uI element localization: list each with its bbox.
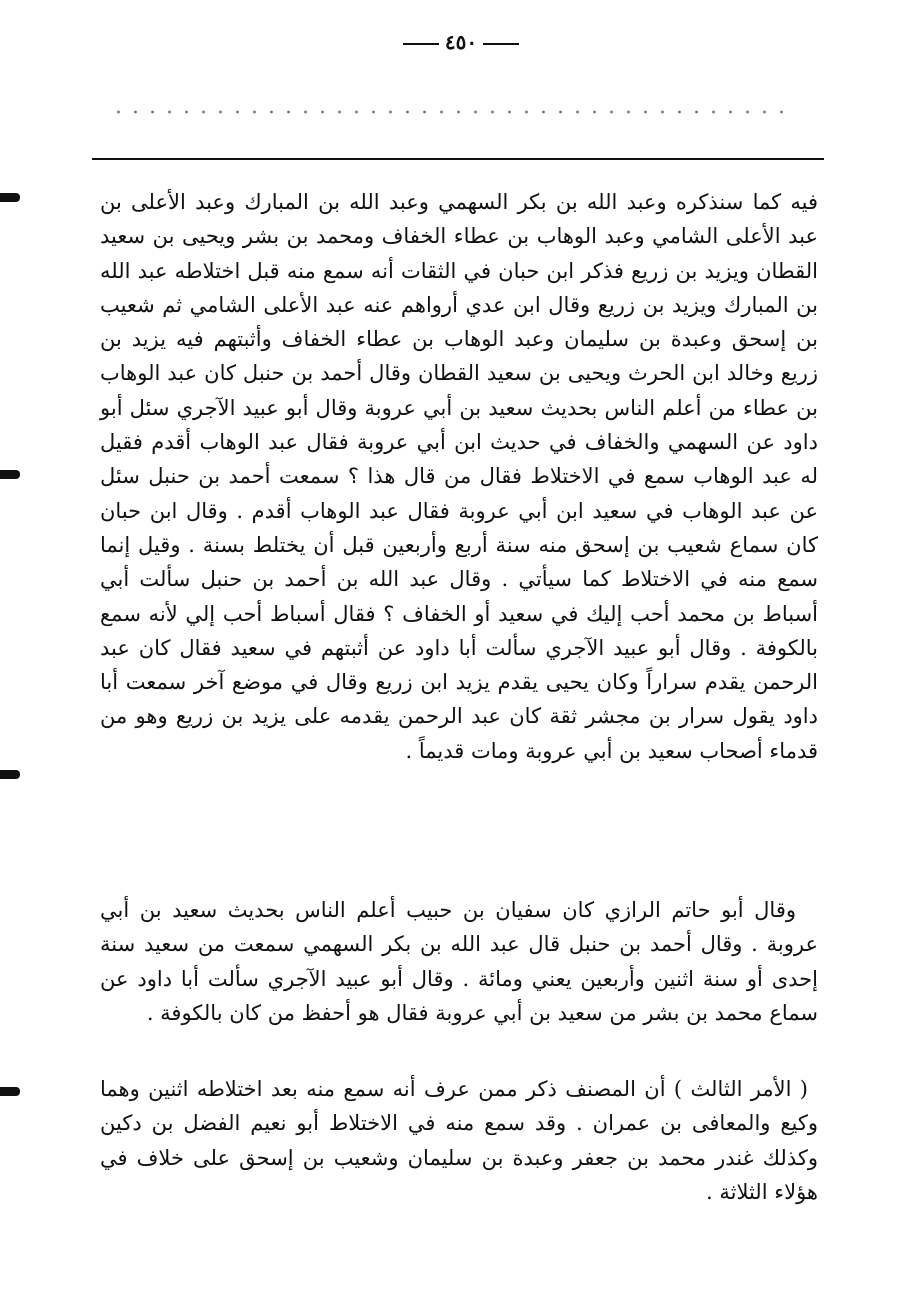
margin-mark xyxy=(0,193,20,202)
paragraph-third-matter: ( الأمر الثالث ) أن المصنف ذكر ممن عرف أنه سمع منه بعد اختلاطه اثنين وهما وكيع والمعافى بن عمران . وقد سمع منه في الاختلاط أبو نعيم الفضل بن دكين وكذلك غندر محمد بن جعفر وعبدة بن سليمان وشعيب بن إسحق على خلاف في هؤلاء الثلاثة . xyxy=(100,1077,818,1204)
margin-mark xyxy=(0,770,20,779)
paragraph-abu-hatim: وقال أبو حاتم الرازي كان سفيان بن حبيب أعلم الناس بحديث سعيد بن أبي عروبة . وقال أحمد بن حنبل قال عبد الله بن بكر السهمي سمعت من سعيد سنة إحدى أو سنة اثنين وأربعين يعني ومائة . وقال أبو عبيد الآجري سألت أبا داود عن سماع محمد بن بشر من سعيد بن أبي عروبة فقال هو أحفظ من كان بالكوفة . xyxy=(100,898,818,1025)
left-dash-ornament xyxy=(403,43,439,45)
page-number-text: ٤٥٠ xyxy=(444,30,478,54)
page-number xyxy=(0,30,922,54)
paragraph-main: فيه كما سنذكره وعبد الله بن بكر السهمي وعبد الله بن المبارك وعبد الأعلى بن عبد الأعلى الشامي وعبد الوهاب بن عطاء الخفاف ومحمد بن بشر ويحيى بن سعيد القطان ويزيد بن زريع فذكر ابن حبان في الثقات أنه سمع منه قبل اختلاطه عبد الله بن المبارك ويزيد بن زريع وقال ابن عدي أرواهم عنه عبد الأعلى الشامي ثم شعيب بن إسحق وعبدة بن سليمان وعبد الوهاب بن عطاء الخفاف وأثبتهم فيه يزيد بن زريع وخالد ابن الحرث ويحيى بن سعيد القطان وقال أحمد بن حنبل كان عبد الوهاب بن عطاء من أعلم الناس بحديث سعيد بن أبي عروبة وقال أبو عبيد الآجري سئل أبو داود عن السهمي والخفاف في حديث ابن أبي عروبة فقال عبد الوهاب أقدم فقيل له عبد الوهاب سمع في الاختلاط فقال من قال هذا ؟ سمعت أحمد بن حنبل سئل عن عبد الوهاب في سعيد ابن أبي عروبة فقال عبد الوهاب أقدم . وقال ابن حبان كان سماع شعيب بن إسحق منه سنة أربع وأربعين قبل أن يختلط بسنة . وقيل إنما سمع منه في الاختلاط كما سيأتي . وقال عبد الله بن أحمد بن حنبل سألت أبي أسباط بن محمد أحب إليك في سعيد أو الخفاف ؟ فقال أسباط أحب إلي لأنه سمع بالكوفة . وقال أبو عبيد الآجري سألت أبا داود عن أثبتهم في سعيد فقال كان عبد الرحمن يقدم سراراً وكان يحيى يقدم يزيد ابن زريع وقال في موضع آخر سمعت أبا داود يقول سرار بن مجشر ثقة كان عبد الرحمن يقدمه على يزيد بن زريع وهو من قدماء أصحاب سعيد بن أبي عروبة ومات قديماً . xyxy=(100,190,818,763)
margin-mark xyxy=(0,1087,20,1096)
right-dash-ornament xyxy=(483,43,519,45)
header-rule xyxy=(92,158,824,160)
margin-mark xyxy=(0,470,20,479)
dotted-header-line xyxy=(110,110,790,114)
